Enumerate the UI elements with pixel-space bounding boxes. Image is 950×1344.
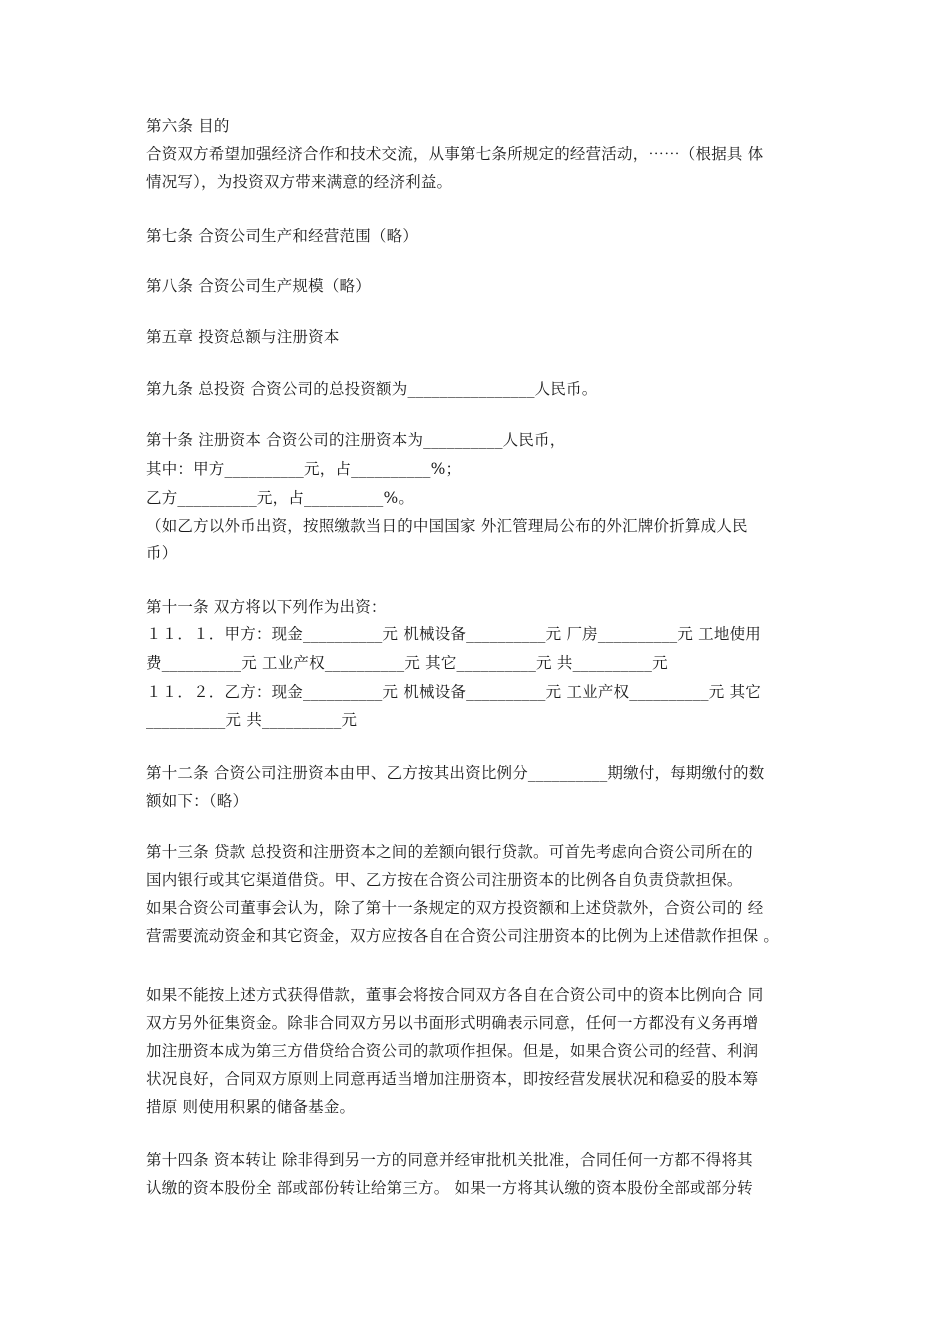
article-12-text: 额如下：（略） xyxy=(146,792,249,810)
article-6-heading: 第六条 目的 xyxy=(146,117,230,135)
article-13-text: 国内银行或其它渠道借贷。甲、乙方按在合资公司注册资本的比例各自负责贷款担保。 xyxy=(146,871,743,889)
article-13-text: 如果合资公司董事会认为，除了第十一条规定的双方投资额和上述贷款外，合资公司的 经 xyxy=(146,899,764,917)
article-10-text: 第十条 注册资本 合资公司的注册资本为__________人民币， xyxy=(146,431,566,449)
article-10-party-a: 其中：甲方__________元，占__________%； xyxy=(146,460,462,478)
article-13-paragraph-2: 如果不能按上述方式获得借款，董事会将按合同双方各自在合资公司中的资本比例向合 同 xyxy=(146,986,764,1004)
article-11-clause-1: 费__________元 工业产权__________元 其它__________元 共__________元 xyxy=(146,654,668,672)
article-10-party-b: 乙方__________元，占__________%。 xyxy=(146,489,415,507)
article-7-heading: 第七条 合资公司生产和经营范围（略） xyxy=(146,227,419,245)
article-10-note: 币） xyxy=(146,544,178,562)
article-14-text: 认缴的资本股份全 部或部份转让给第三方。 如果一方将其认缴的资本股份全部或部分转 xyxy=(146,1179,753,1197)
article-11-clause-2: __________元 共__________元 xyxy=(146,711,358,729)
article-13-paragraph-2: 加注册资本成为第三方借贷给合资公司的款项作担保。但是，如果合资公司的经营、利润 xyxy=(146,1042,759,1060)
chapter-5-heading: 第五章 投资总额与注册资本 xyxy=(146,328,340,346)
article-6-body-line: 情况写），为投资双方带来满意的经济利益。 xyxy=(146,173,453,191)
article-13-paragraph-2: 状况良好，合同双方原则上同意再适当增加注册资本，即按经营发展状况和稳妥的股本筹 xyxy=(146,1070,759,1088)
article-11-heading: 第十一条 双方将以下列作为出资： xyxy=(146,598,387,616)
article-13-text: 第十三条 贷款 总投资和注册资本之间的差额向银行贷款。可首先考虑向合资公司所在的 xyxy=(146,843,753,861)
article-8-heading: 第八条 合资公司生产规模（略） xyxy=(146,277,371,295)
article-10-note: （如乙方以外币出资，按照缴款当日的中国国家 外汇管理局公布的外汇牌价折算成人民 xyxy=(146,517,748,535)
article-6-body-line: 合资双方希望加强经济合作和技术交流，从事第七条所规定的经营活动，⋯⋯（根据具 体 xyxy=(146,145,764,163)
article-13-text: 营需要流动资金和其它资金，双方应按各自在合资公司注册资本的比例为上述借款作担保 。 xyxy=(146,927,780,945)
article-9-text: 第九条 总投资 合资公司的总投资额为________________人民币。 xyxy=(146,380,598,398)
article-11-clause-1: １１．１．甲方：现金__________元 机械设备__________元 厂房__________元 工地使用 xyxy=(146,625,761,643)
article-14-text: 第十四条 资本转让 除非得到另一方的同意并经审批机关批准，合同任何一方都不得将其 xyxy=(146,1151,753,1169)
article-13-paragraph-2: 措原 则使用积累的储备基金。 xyxy=(146,1098,356,1116)
article-13-paragraph-2: 双方另外征集资金。除非合同双方另以书面形式明确表示同意，任何一方都没有义务再增 xyxy=(146,1014,759,1032)
article-12-text: 第十二条 合资公司注册资本由甲、乙方按其出资比例分__________期缴付，每期缴付的数 xyxy=(146,764,765,782)
article-11-clause-2: １１．２．乙方：现金__________元 机械设备__________元 工业产权__________元 其它 xyxy=(146,683,761,701)
